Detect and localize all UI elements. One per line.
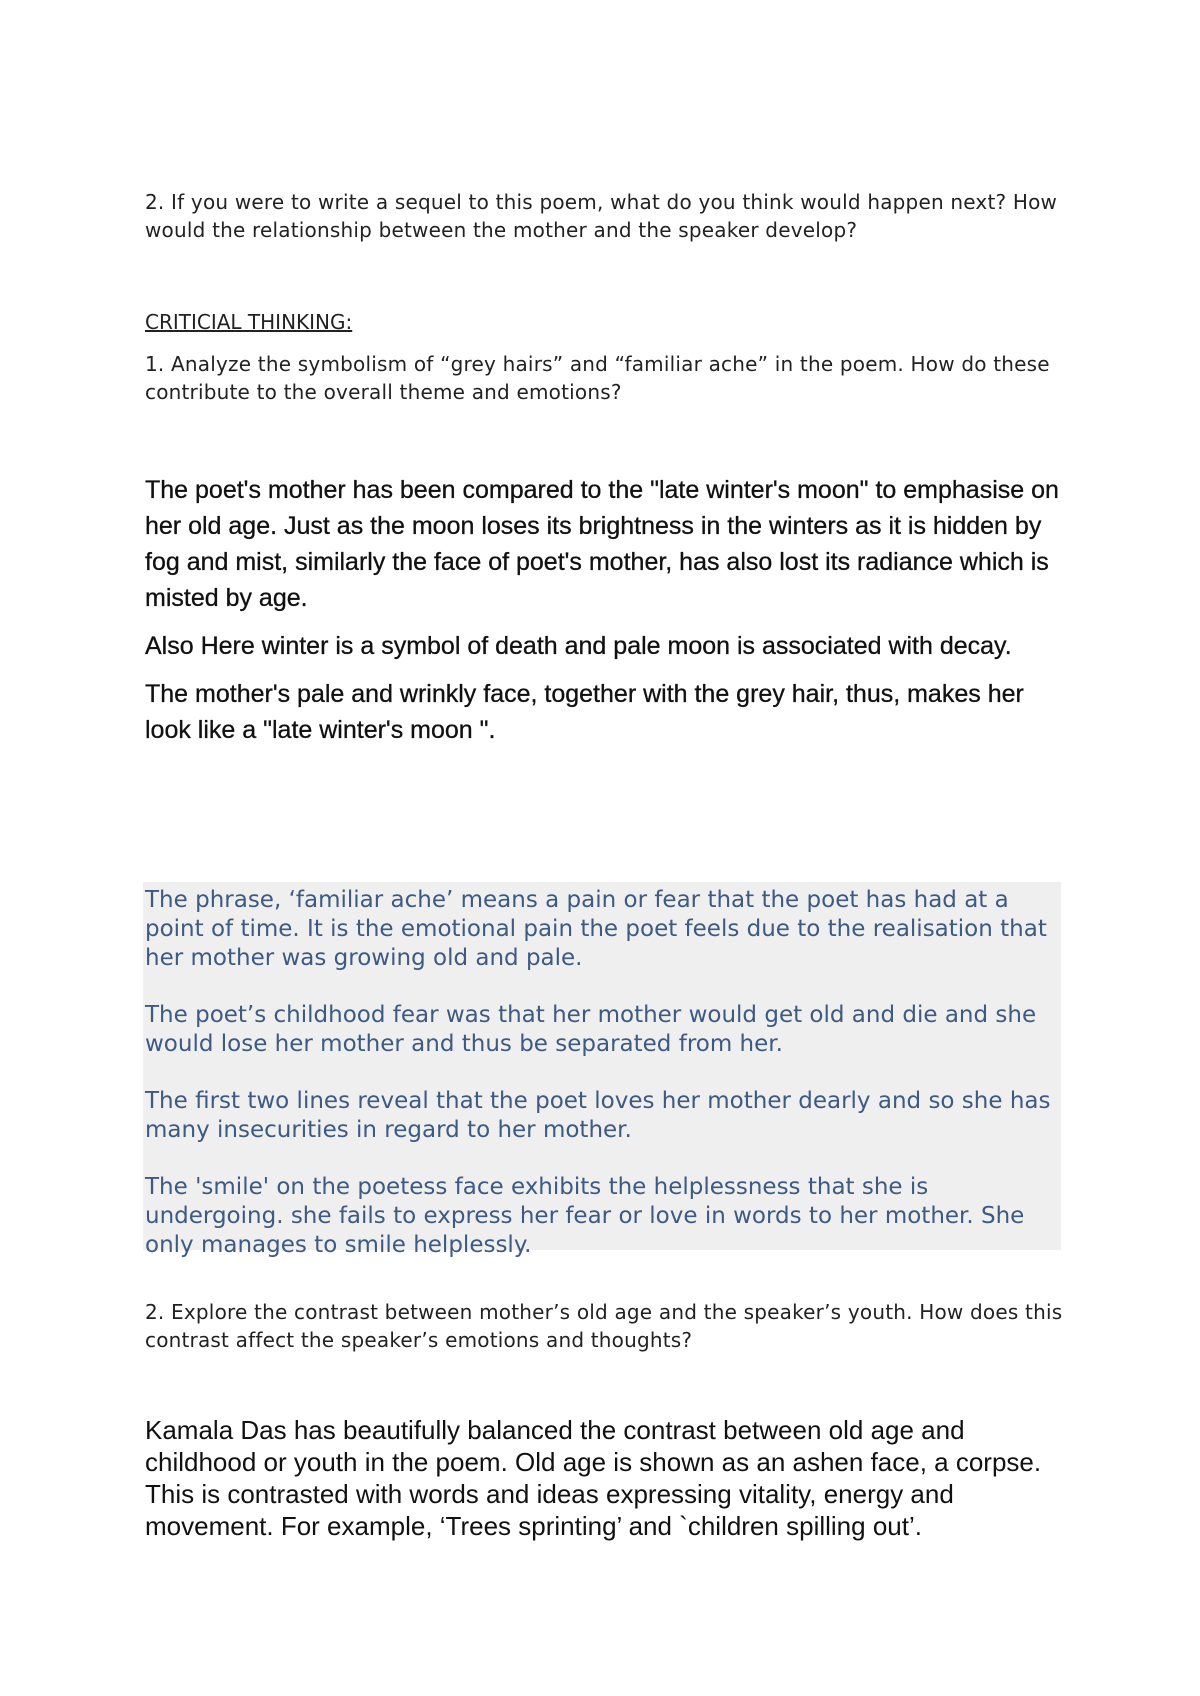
section-heading: CRITICIAL THINKING: [145, 310, 353, 334]
answer-1 [145, 472, 1065, 760]
answer-1-paragraph: Also Here winter is a symbol of death and pale moon is associated with decay. [145, 632, 1012, 660]
highlighted-paragraph: The phrase, ‘familiar ache’ means a pain or fear that the poet has had at a point of time. It is the emotional pain the poet feels due to the realisation that her mother was growing old and pale. [145, 887, 1047, 971]
highlighted-paragraph: The poet’s childhood fear was that her mother would get old and die and she would lose her mother and thus be separated from her. [145, 1002, 1037, 1057]
highlighted-paragraph: The first two lines reveal that the poet loves her mother dearly and so she has many insecurities in regard to her mother. [145, 1088, 1051, 1143]
highlighted-answer [145, 886, 1065, 1288]
answer-1-paragraph: The mother's pale and wrinkly face, together with the grey hair, thus, makes her look like a "late winter's moon ". [145, 680, 1024, 744]
answer-2: Kamala Das has beautifully balanced the contrast between old age and childhood or youth in the poem. Old age is shown as an ashen face, a corpse. This is contrasted with words and ideas expressing vitality, energy and movement. For example, ‘Trees sprinting’ and `children spilling out’. [145, 1415, 1042, 1541]
question-1: 1. Analyze the symbolism of “grey hairs” and “familiar ache” in the poem. How do these contribute to the overall theme and emotions? [145, 352, 1050, 404]
question-2: 2. Explore the contrast between mother’s old age and the speaker’s youth. How does this contrast affect the speaker’s emotions and thoughts? [145, 1300, 1063, 1352]
answer-1-paragraph: The poet's mother has been compared to the "late winter's moon" to emphasise on her old age. Just as the moon loses its brightness in the winters as it is hidden by fog and mist, similarly the face of poet's mother, has also lost its radiance which is misted by age. [145, 476, 1059, 612]
highlighted-paragraph: The 'smile' on the poetess face exhibits the helplessness that she is undergoing. she fails to express her fear or love in words to her mother. She only manages to smile helplessly. [145, 1174, 1025, 1258]
previous-question: 2. If you were to write a sequel to this poem, what do you think would happen next? How would the relationship between the mother and the speaker develop? [145, 190, 1058, 242]
